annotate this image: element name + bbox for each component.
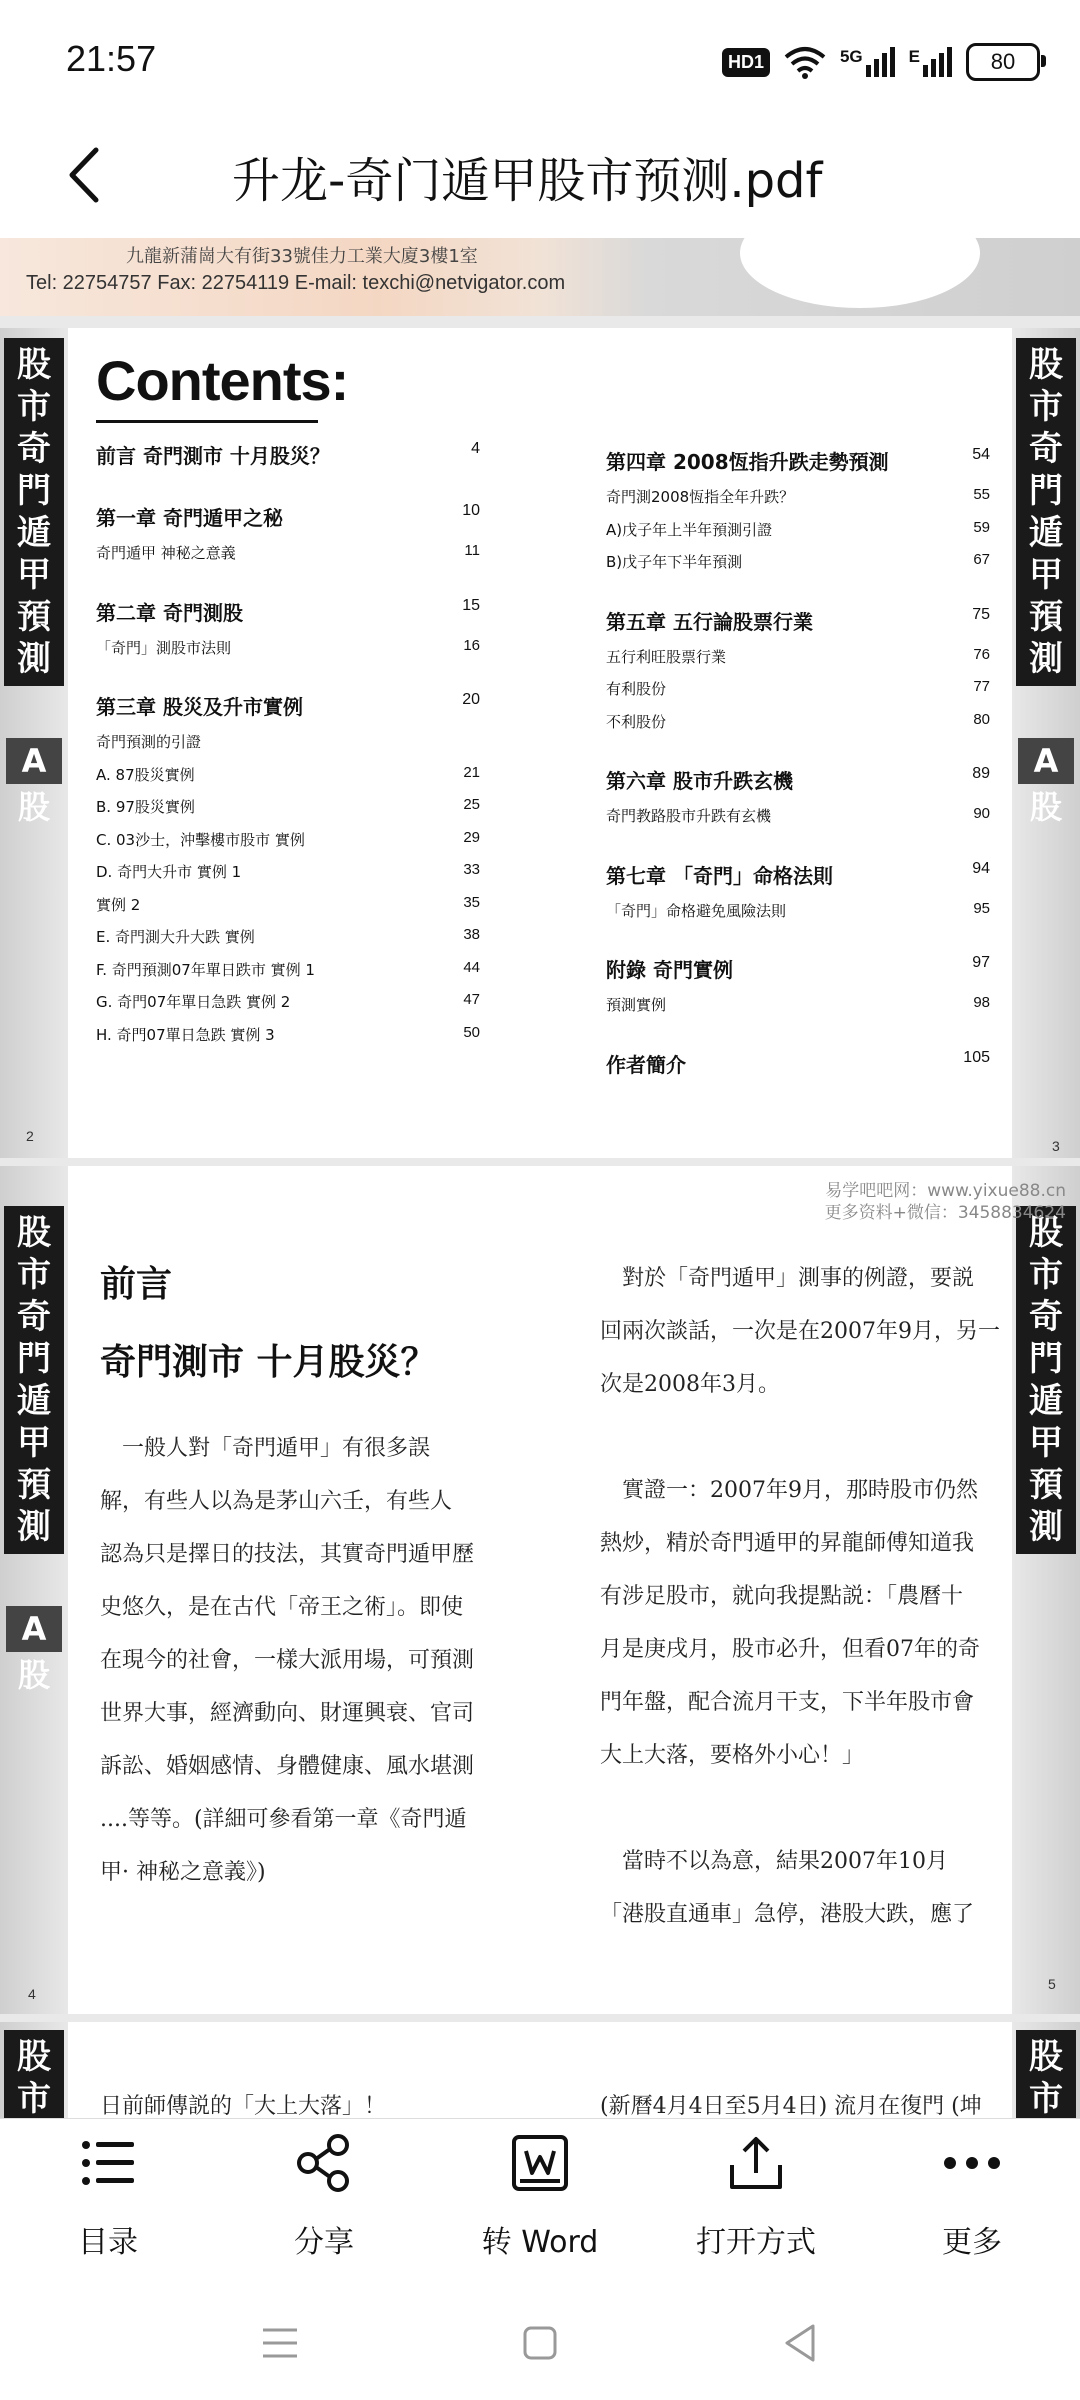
list-icon: [78, 2133, 138, 2193]
toc-entry-page: 89: [972, 765, 990, 782]
watermark: 易学吧吧网：www.yixue88.cn 更多资料+微信：3458834624: [824, 1181, 1066, 1223]
page-banner: [0, 238, 1080, 316]
document-title: 升龙-奇门遁甲股市预测.pdf: [232, 153, 823, 209]
toc-chapter[interactable]: [606, 1049, 990, 1081]
pdf-viewer[interactable]: [0, 238, 1080, 2118]
side-strip-left: [0, 1166, 68, 2014]
toc-entry[interactable]: [606, 805, 990, 833]
toc-entry-title: 第三章 股災及升市實例: [96, 695, 303, 719]
toc-entry-page: 21: [463, 763, 480, 781]
a-share-badge: A股: [6, 738, 62, 784]
toc-entry-page: 38: [463, 926, 480, 943]
toc-entry-title: 第六章 股市升跌玄機: [606, 769, 793, 793]
text-line: 當時不以為意，結果2007年10月: [600, 1849, 948, 1874]
toc-entry[interactable]: [606, 519, 990, 547]
battery-icon: 80: [966, 43, 1040, 81]
wifi-icon: [784, 45, 826, 79]
side-title: 股 市: [4, 2030, 64, 2118]
toc-entry-title: 作者簡介: [606, 1052, 686, 1077]
text-line: 甲· 神秘之意義》): [100, 1860, 266, 1885]
toc-entry-page: 11: [464, 542, 480, 559]
toc-entry-page: 76: [973, 645, 990, 663]
toc-entry[interactable]: [96, 764, 480, 792]
toc-entry-page: 20: [462, 691, 480, 708]
toc-entry-title: 第七章 「奇門」命格法則: [606, 863, 833, 888]
toc-right-column: [606, 446, 990, 1077]
menu-icon[interactable]: [255, 2318, 305, 2368]
toc-entry[interactable]: [96, 829, 480, 857]
text-line: [600, 1411, 1000, 1464]
contents-heading: Contents:: [96, 349, 349, 412]
toc-entry-title: 第五章 五行論股票行業: [606, 609, 813, 634]
text-line: 解，有些人以為是茅山六壬，有些人: [100, 1489, 453, 1514]
side-strip-right: [1012, 1166, 1080, 2014]
toc-entry-page: 67: [973, 551, 990, 568]
text-line: 月是庚戌月，股市必升，但看07年的奇: [600, 1637, 980, 1662]
text-line: 次是2008年3月。: [600, 1372, 780, 1397]
toc-entry-page: 55: [973, 486, 990, 503]
toc-entry-page: 25: [463, 796, 480, 813]
page-spread-article: [0, 1166, 1080, 2014]
hd-icon: HD1: [722, 48, 770, 77]
system-nav-bar: [0, 2290, 1080, 2400]
toc-entry-title: F. 奇門預測07年單日跌市 實例 1: [96, 960, 315, 979]
status-bar: [0, 0, 1080, 120]
text-line: 實證一：2007年9月，那時股市仍然: [600, 1478, 978, 1503]
toc-entry-title: G. 奇門07年單日急跌 實例 2: [96, 993, 291, 1011]
side-title: 股 市: [1016, 2030, 1076, 2118]
text-line: 世界大事，經濟動向、財運興衰、官司: [100, 1701, 475, 1726]
page-number: 5: [1048, 1976, 1056, 1992]
banner-address: 九龍新蒲崗大有街33號佳力工業大廈3樓1室: [126, 246, 478, 267]
side-title: 股 市 奇 門 遁 甲 預 測: [1016, 338, 1076, 686]
word-convert-icon: [510, 2133, 570, 2193]
page-number: 4: [28, 1986, 36, 2002]
toc-entry-page: 54: [972, 446, 990, 463]
toc-entry[interactable]: [606, 486, 990, 514]
page-spread-contents: [0, 328, 1080, 1158]
toc-entry-page: 97: [972, 954, 990, 971]
article-heading: 前言: [100, 1264, 173, 1305]
toc-entry-page: 95: [973, 899, 990, 917]
toc-chapter[interactable]: [606, 446, 990, 478]
text-line: 認為只是擇日的技法，其實奇門遁甲歷: [100, 1542, 475, 1567]
toc-chapter[interactable]: [606, 954, 990, 986]
toc-entry[interactable]: [96, 731, 480, 759]
page-number: 3: [1052, 1138, 1060, 1154]
toc-entry-title: H. 奇門07單日急跌 實例 3: [96, 1025, 275, 1044]
more-icon: [942, 2133, 1002, 2193]
text-line: 「港股直通車」急停，港股大跌，應了: [600, 1902, 975, 1927]
bottom-action-bar: [0, 2118, 1080, 2291]
toc-left-column: [96, 440, 480, 1060]
toc-chapter[interactable]: [96, 502, 480, 534]
toc-entry-page: 4: [471, 440, 480, 457]
back-arrow-icon[interactable]: [56, 140, 116, 210]
toc-entry[interactable]: [606, 900, 990, 928]
toc-entry[interactable]: [606, 551, 990, 579]
toc-entry-page: 59: [973, 518, 990, 536]
toc-entry-title: B. 97股災實例: [96, 798, 195, 816]
open-with-icon: [726, 2133, 786, 2193]
toc-entry-title: 不利股份: [606, 712, 667, 731]
toc-entry-title: 前言 奇門測市 十月股災？: [96, 444, 330, 468]
text-line: 有涉足股市，就向我提點説：「農曆十: [600, 1584, 964, 1609]
text-line: 對於「奇門遁甲」測事的例證，要説: [600, 1266, 975, 1291]
toc-entry-title: 附錄 奇門實例: [606, 958, 733, 982]
share-icon: [294, 2133, 354, 2193]
toc-entry-title: A)戊子年上半年預測引證: [606, 520, 773, 539]
toc-entry-page: 10: [462, 502, 480, 519]
toc-entry-title: E. 奇門測大升大跌 實例: [96, 928, 255, 946]
toc-entry-page: 80: [973, 710, 990, 728]
toc-entry-title: C. 03沙士，沖擊樓市股市 實例: [96, 830, 305, 849]
title-bar: [0, 120, 1080, 238]
text-line: 大上大落，要格外小心！」: [600, 1743, 865, 1768]
banner-contact: Tel: 22754757 Fax: 22754119 E-mail: texchi@netvigator.com: [26, 272, 566, 294]
toc-entry-page: 35: [463, 893, 480, 911]
toc-chapter[interactable]: [96, 691, 480, 723]
a-share-badge: A股: [1018, 738, 1074, 784]
article-subheading: 奇門測市 十月股災？: [100, 1342, 437, 1383]
toc-entry-page: 44: [463, 958, 480, 976]
toc-entry[interactable]: [606, 711, 990, 739]
toc-chapter[interactable]: [96, 440, 480, 472]
toc-entry-title: A. 87股災實例: [96, 765, 195, 784]
toc-entry-title: 預測實例: [606, 996, 667, 1014]
toc-chapter[interactable]: [606, 606, 990, 638]
toc-entry[interactable]: [96, 959, 480, 987]
signal-bars-icon: E: [909, 47, 952, 77]
convert-word-button[interactable]: 转 Word: [440, 2119, 640, 2291]
toc-entry[interactable]: [96, 542, 480, 570]
toc-entry[interactable]: [96, 637, 480, 665]
toc-entry-page: 33: [463, 861, 480, 878]
toc-entry-page: 16: [463, 636, 480, 654]
side-strip-right: [1012, 328, 1080, 1158]
next-page-text-right: (新曆4月4日至5月4日) 流月在復門 (坤: [600, 2094, 982, 2118]
toc-entry-page: 90: [973, 805, 990, 822]
toc-entry-title: 「奇門」命格避免風險法則: [606, 901, 787, 920]
article-left-column: [100, 1422, 490, 1899]
toc-entry-title: 有利股份: [606, 680, 667, 698]
side-strip-left: [0, 328, 68, 1158]
next-page-text-left: 日前師傳説的「大上大落」！: [100, 2094, 387, 2118]
toc-chapter[interactable]: [96, 597, 480, 629]
text-line: 門年盤，配合流月干支，下半年股市會: [600, 1690, 975, 1715]
side-title: 股 市 奇 門 遁 甲 預 測: [1016, 1206, 1076, 1554]
more-button[interactable]: 更多: [872, 2119, 1072, 2291]
text-line: 回兩次談話，一次是在2007年9月，另一: [600, 1319, 1000, 1344]
text-line: [600, 1782, 1000, 1835]
toc-chapter[interactable]: [606, 765, 990, 797]
toc-entry[interactable]: [96, 991, 480, 1019]
text-line: 熱炒，精於奇門遁甲的昇龍師傅知道我: [600, 1531, 975, 1556]
toc-entry[interactable]: [96, 861, 480, 889]
toc-entry-page: 50: [463, 1023, 480, 1041]
toc-entry[interactable]: [96, 796, 480, 824]
status-time: 21:57: [66, 38, 157, 79]
toc-entry-title: 奇門預測的引證: [96, 733, 202, 751]
toc-chapter[interactable]: [606, 860, 990, 892]
home-icon[interactable]: [515, 2318, 565, 2368]
toc-entry-title: 「奇門」測股市法則: [96, 638, 232, 657]
toc-entry-page: 94: [972, 859, 990, 877]
toc-entry-title: 奇門測2008恆指全年升跌？: [606, 488, 795, 506]
toc-entry[interactable]: [606, 646, 990, 674]
article-right-column: [600, 1252, 1000, 1941]
toc-entry-title: 第四章 2008恆指升跌走勢預測: [606, 450, 889, 474]
text-line: 史悠久，是在古代「帝王之術」。即使: [100, 1595, 464, 1620]
text-line: 一般人對「奇門遁甲」有很多誤: [100, 1436, 431, 1461]
toc-entry-page: 105: [963, 1048, 990, 1066]
toc-entry[interactable]: [96, 1024, 480, 1052]
page-spread-next: [0, 2022, 1080, 2118]
text-line: 訴訟、婚姻感情、身體健康、風水堪測: [100, 1754, 475, 1779]
share-button[interactable]: 分享: [224, 2119, 424, 2291]
side-title: 股 市 奇 門 遁 甲 預 測: [4, 338, 64, 686]
side-strip-left: [0, 2022, 68, 2118]
toc-entry-title: B)戊子年下半年預測: [606, 553, 743, 571]
toc-entry[interactable]: [606, 994, 990, 1022]
toc-entry-title: 第二章 奇門測股: [96, 600, 243, 625]
toc-entry[interactable]: [96, 926, 480, 954]
toc-entry-page: 15: [462, 596, 480, 614]
a-share-badge: A股: [6, 1606, 62, 1652]
toc-entry-page: 77: [973, 678, 990, 695]
toc-entry-page: 75: [972, 605, 990, 623]
toc-entry-title: 奇門教路股市升跌有玄機: [606, 807, 772, 825]
signal-5g-icon: 5G: [840, 47, 895, 77]
back-icon[interactable]: [775, 2318, 825, 2368]
toc-entry-page: 98: [973, 994, 990, 1011]
toc-entry-title: 實例 2: [96, 895, 141, 914]
page-number: 2: [26, 1128, 34, 1144]
toc-entry-title: 五行利旺股票行業: [606, 647, 727, 666]
status-icons: [722, 40, 1040, 84]
toc-entry-title: 奇門遁甲 神秘之意義: [96, 544, 236, 562]
toc-entry[interactable]: [96, 894, 480, 922]
text-line: ....等等。(詳細可參看第一章《奇門遁: [100, 1807, 467, 1832]
side-strip-right: [1012, 2022, 1080, 2118]
toc-entry-title: D. 奇門大升市 實例 1: [96, 863, 242, 881]
toc-entry-page: 47: [463, 991, 480, 1008]
toc-entry[interactable]: [606, 678, 990, 706]
side-title: 股 市 奇 門 遁 甲 預 測: [4, 1206, 64, 1554]
open-with-button[interactable]: 打开方式: [656, 2119, 856, 2291]
text-line: 在現今的社會，一樣大派用場，可預測: [100, 1648, 475, 1673]
toc-button[interactable]: 目录: [8, 2119, 208, 2291]
toc-entry-title: 第一章 奇門遁甲之秘: [96, 506, 283, 530]
toc-entry-page: 29: [463, 828, 480, 846]
